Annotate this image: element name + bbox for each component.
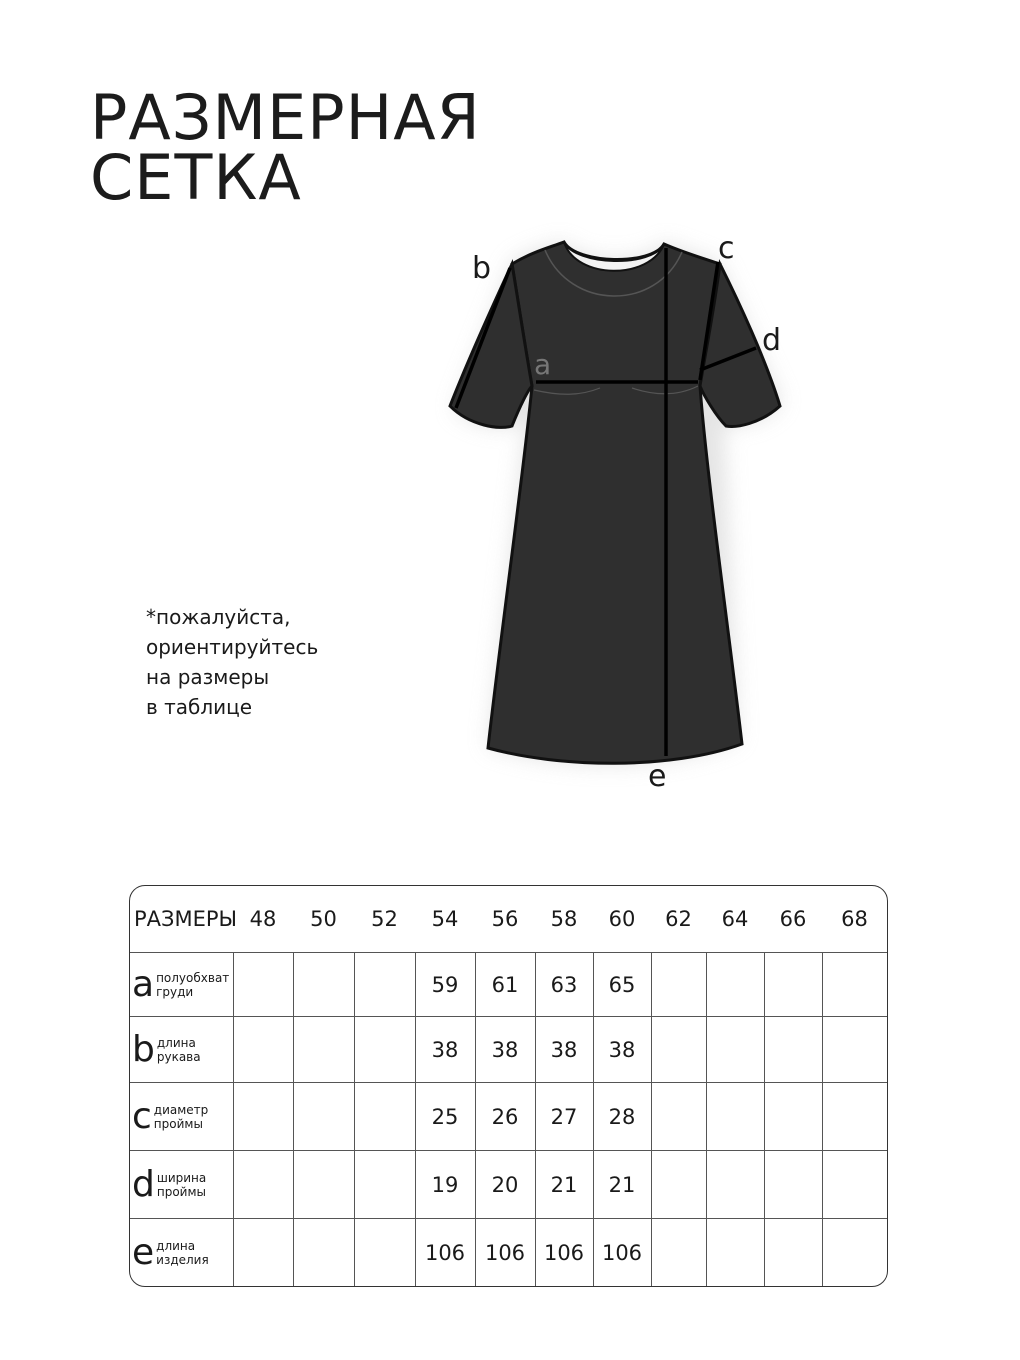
table-cell <box>764 1083 822 1151</box>
table-cell <box>764 1151 822 1219</box>
size-header-cell: 60 <box>593 886 651 953</box>
table-cell <box>354 953 415 1017</box>
size-table-grid <box>130 886 887 1287</box>
table-row <box>130 1017 887 1083</box>
table-header-label: РАЗМЕРЫ <box>130 886 233 953</box>
table-cell <box>651 1151 706 1219</box>
note-line-2: ориентируйтесь <box>146 635 319 659</box>
table-cell: 38 <box>475 1017 535 1083</box>
table-cell: 106 <box>415 1219 475 1287</box>
note-line-1: *пожалуйста, <box>146 605 291 629</box>
size-header-cell: 54 <box>415 886 475 953</box>
row-description-line-1: ширина <box>156 1170 207 1185</box>
table-cell <box>706 1219 764 1287</box>
table-row <box>130 1151 887 1219</box>
size-header-cell: 50 <box>293 886 354 953</box>
row-description <box>154 1103 209 1131</box>
table-row <box>130 953 887 1017</box>
size-header-cell: 64 <box>706 886 764 953</box>
table-row <box>130 1219 887 1287</box>
row-description <box>156 1239 209 1267</box>
table-cell: 61 <box>475 953 535 1017</box>
table-cell: 19 <box>415 1151 475 1219</box>
row-letter: a <box>132 963 155 1005</box>
table-cell <box>354 1083 415 1151</box>
table-cell: 20 <box>475 1151 535 1219</box>
table-cell <box>706 1151 764 1219</box>
table-cell <box>651 1219 706 1287</box>
table-cell <box>822 953 887 1017</box>
table-cell <box>233 953 293 1017</box>
table-cell: 21 <box>535 1151 593 1219</box>
size-header-cell: 48 <box>233 886 293 953</box>
table-cell: 26 <box>475 1083 535 1151</box>
table-cell <box>354 1017 415 1083</box>
row-letter: c <box>132 1095 152 1137</box>
title-line-1: РАЗМЕРНАЯ <box>90 81 481 154</box>
table-cell: 65 <box>593 953 651 1017</box>
row-description-line-1: длина <box>156 1035 196 1050</box>
table-cell <box>233 1017 293 1083</box>
dress-diagram <box>420 220 820 800</box>
row-description-line-1: диаметр <box>153 1102 209 1117</box>
size-table <box>129 885 888 1287</box>
table-cell <box>651 1017 706 1083</box>
row-description <box>156 971 229 999</box>
row-label <box>130 953 233 1017</box>
label-c: c <box>718 231 735 266</box>
row-description-line-2: изделия <box>156 1252 209 1267</box>
table-cell <box>706 953 764 1017</box>
row-description <box>157 1171 206 1199</box>
table-cell <box>233 1219 293 1287</box>
row-description-line-2: проймы <box>153 1116 203 1131</box>
table-row <box>130 1083 887 1151</box>
label-e: e <box>648 759 667 794</box>
table-cell <box>822 1151 887 1219</box>
row-label <box>130 1151 233 1219</box>
dress-body <box>488 242 742 763</box>
table-cell <box>764 1017 822 1083</box>
table-cell <box>354 1219 415 1287</box>
row-description-line-1: полуобхват <box>156 970 230 985</box>
table-cell: 38 <box>593 1017 651 1083</box>
table-cell <box>233 1083 293 1151</box>
row-letter: b <box>132 1028 155 1070</box>
table-cell <box>293 1017 354 1083</box>
size-header-cell: 68 <box>822 886 887 953</box>
table-cell: 63 <box>535 953 593 1017</box>
size-note <box>146 602 318 722</box>
table-cell: 38 <box>415 1017 475 1083</box>
table-cell: 38 <box>535 1017 593 1083</box>
size-header-cell: 58 <box>535 886 593 953</box>
row-label <box>130 1219 233 1287</box>
row-letter: d <box>132 1163 155 1205</box>
table-cell: 21 <box>593 1151 651 1219</box>
table-cell <box>822 1083 887 1151</box>
note-line-3: на размеры <box>146 665 270 689</box>
size-header-cell: 52 <box>354 886 415 953</box>
table-cell <box>293 1151 354 1219</box>
label-a: a <box>534 348 552 381</box>
page-title <box>90 81 481 214</box>
table-cell: 59 <box>415 953 475 1017</box>
table-cell <box>764 1219 822 1287</box>
row-description-line-2: рукава <box>156 1049 201 1064</box>
row-letter: e <box>132 1231 155 1273</box>
table-cell <box>822 1017 887 1083</box>
row-description-line-2: проймы <box>156 1184 206 1199</box>
table-cell <box>354 1151 415 1219</box>
row-label <box>130 1017 233 1083</box>
table-cell <box>706 1017 764 1083</box>
table-cell <box>233 1151 293 1219</box>
label-b: b <box>472 251 492 286</box>
label-d: d <box>762 323 782 358</box>
note-line-4: в таблице <box>146 695 253 719</box>
table-cell: 106 <box>593 1219 651 1287</box>
table-cell <box>822 1219 887 1287</box>
table-header-row <box>130 886 887 953</box>
table-cell <box>293 953 354 1017</box>
table-cell <box>293 1083 354 1151</box>
table-cell: 106 <box>535 1219 593 1287</box>
table-cell: 106 <box>475 1219 535 1287</box>
table-cell: 25 <box>415 1083 475 1151</box>
row-description <box>157 1036 201 1064</box>
title-line-2: СЕТКА <box>90 141 302 214</box>
table-cell <box>293 1219 354 1287</box>
table-cell <box>706 1083 764 1151</box>
size-header-cell: 66 <box>764 886 822 953</box>
size-header-cell: 56 <box>475 886 535 953</box>
table-cell: 28 <box>593 1083 651 1151</box>
size-header-cell: 62 <box>651 886 706 953</box>
row-label <box>130 1083 233 1151</box>
table-cell <box>764 953 822 1017</box>
table-cell: 27 <box>535 1083 593 1151</box>
table-cell <box>651 953 706 1017</box>
row-description-line-1: длина <box>156 1238 196 1253</box>
row-description-line-2: груди <box>156 984 194 999</box>
table-cell <box>651 1083 706 1151</box>
